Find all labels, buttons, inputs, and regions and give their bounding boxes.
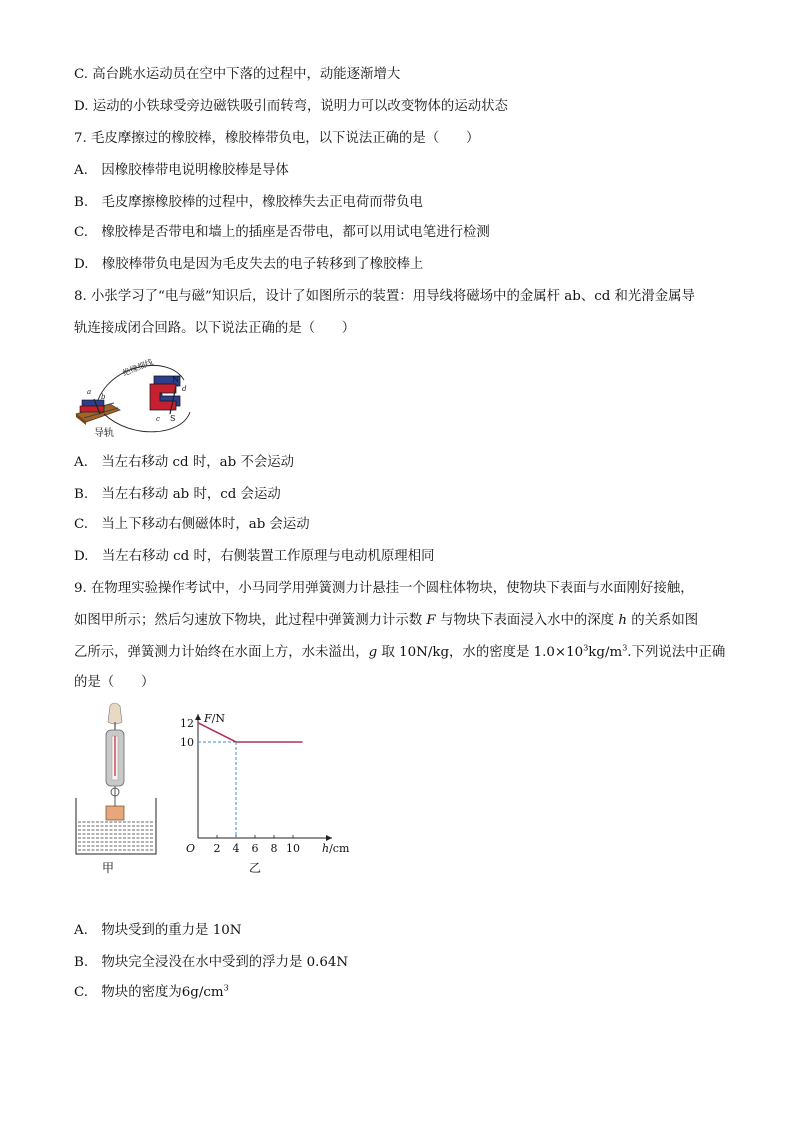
q6-option-c: C. 高台跳水运动员在空中下落的过程中，动能逐渐增大 [74, 67, 401, 82]
series-line [198, 723, 303, 742]
q8-option-c: C. 当上下移动右侧磁体时，ab 会运动 [74, 517, 310, 532]
q9-option-b: B. 物块完全浸没在水中受到的浮力是 0.64N [74, 955, 349, 970]
x-tick-label: 8 [270, 842, 278, 855]
x-axis-arrow [326, 835, 332, 841]
q8-option-b: B. 当左右移动 ab 时，cd 会运动 [74, 487, 281, 502]
q9-stem-line4: 的是（ ） [74, 675, 155, 690]
q6-option-d: D. 运动的小铁球受旁边磁铁吸引而转弯，说明力可以改变物体的运动状态 [74, 99, 508, 114]
chart-series [198, 723, 303, 742]
caption-jia: 甲 [102, 861, 115, 875]
q9-stem-line2: 如图甲所示；然后匀速放下物块，此过程中弹簧测力计示数 F 与物块下表面浸入水中的深度 h 的关系如图 [74, 613, 699, 628]
rod-label-b: b [101, 393, 106, 401]
x-axis-label: h/cm [322, 842, 350, 855]
q8-stem-line1: 8. 小张学习了“电与磁”知识后，设计了如图所示的装置：用导线将磁场中的金属杆 ab、cd 和光滑金属导 [74, 289, 695, 304]
q8-apparatus-figure [72, 350, 212, 442]
q8-stem-line2: 轨连接成闭合回路。以下说法正确的是（ ） [74, 321, 356, 336]
y-tick-label: 10 [180, 736, 194, 749]
y-tick-label: 12 [180, 716, 194, 730]
q9-stem-line1: 9. 在物理实验操作考试中，小马同学用弹簧测力计悬挂一个圆柱体物块，使物块下表面与水面刚好接触， [74, 581, 694, 596]
q7-stem: 7. 毛皮摩擦过的橡胶棒，橡胶棒带负电，以下说法正确的是（ ） [74, 131, 480, 146]
rod-label-c: c [156, 415, 160, 423]
x-tick-label: 10 [286, 842, 300, 855]
origin-label: O [186, 842, 196, 855]
rod-label-d: d [182, 385, 187, 393]
y-axis-label: F/N [204, 712, 225, 725]
pole-s-label: S [170, 414, 176, 423]
x-tick-label: 6 [251, 842, 259, 855]
water-lines [78, 822, 154, 850]
q9-stem-line3: 乙所示，弹簧测力计始终在水面上方，水未溢出，g 取 10N/kg，水的密度是 $1.0\times 10^3kg/m^3$.下列说法中正确 [74, 643, 726, 660]
q7-option-a: A. 因橡胶棒带电说明橡胶棒是导体 [74, 163, 289, 178]
q7-option-b: B. 毛皮摩擦橡胶棒的过程中，橡胶棒失去正电荷而带负电 [74, 195, 423, 210]
chart-guides [198, 742, 236, 838]
hand [108, 703, 122, 724]
q9-option-c: C. 物块的密度为$6g/cm^3$ [74, 983, 229, 1000]
rod-label-a: a [87, 388, 92, 396]
q7-option-c: C. 橡胶棒是否带电和墙上的插座是否带电，都可以用试电笔进行检测 [74, 225, 490, 240]
chart-axes [195, 714, 332, 841]
return-wire [104, 412, 190, 432]
y-axis-arrow [195, 714, 201, 720]
pole-n-label: N [172, 375, 179, 384]
q8-option-a: A. 当左右移动 cd 时，ab 不会运动 [74, 455, 295, 470]
rail-label: 导轨 [94, 428, 114, 439]
q9-chart-yi [176, 706, 352, 878]
caption-yi: 乙 [248, 861, 262, 875]
wire-label: 绝缘细线 [121, 357, 155, 378]
left-magnet-bottom [80, 406, 104, 412]
x-tick-label: 2 [213, 842, 221, 855]
q9-option-a: A. 物块受到的重力是 10N [74, 923, 242, 938]
q9-figure-jia [70, 702, 165, 878]
q7-option-d: D. 橡胶棒带负电是因为毛皮失去的电子转移到了橡胶棒上 [74, 257, 424, 272]
chart-labels [180, 712, 350, 875]
q8-option-d: D. 当左右移动 cd 时，右侧装置工作原理与电动机原理相同 [74, 549, 435, 564]
cylinder-block [106, 806, 124, 820]
x-tick-label: 4 [232, 842, 240, 855]
